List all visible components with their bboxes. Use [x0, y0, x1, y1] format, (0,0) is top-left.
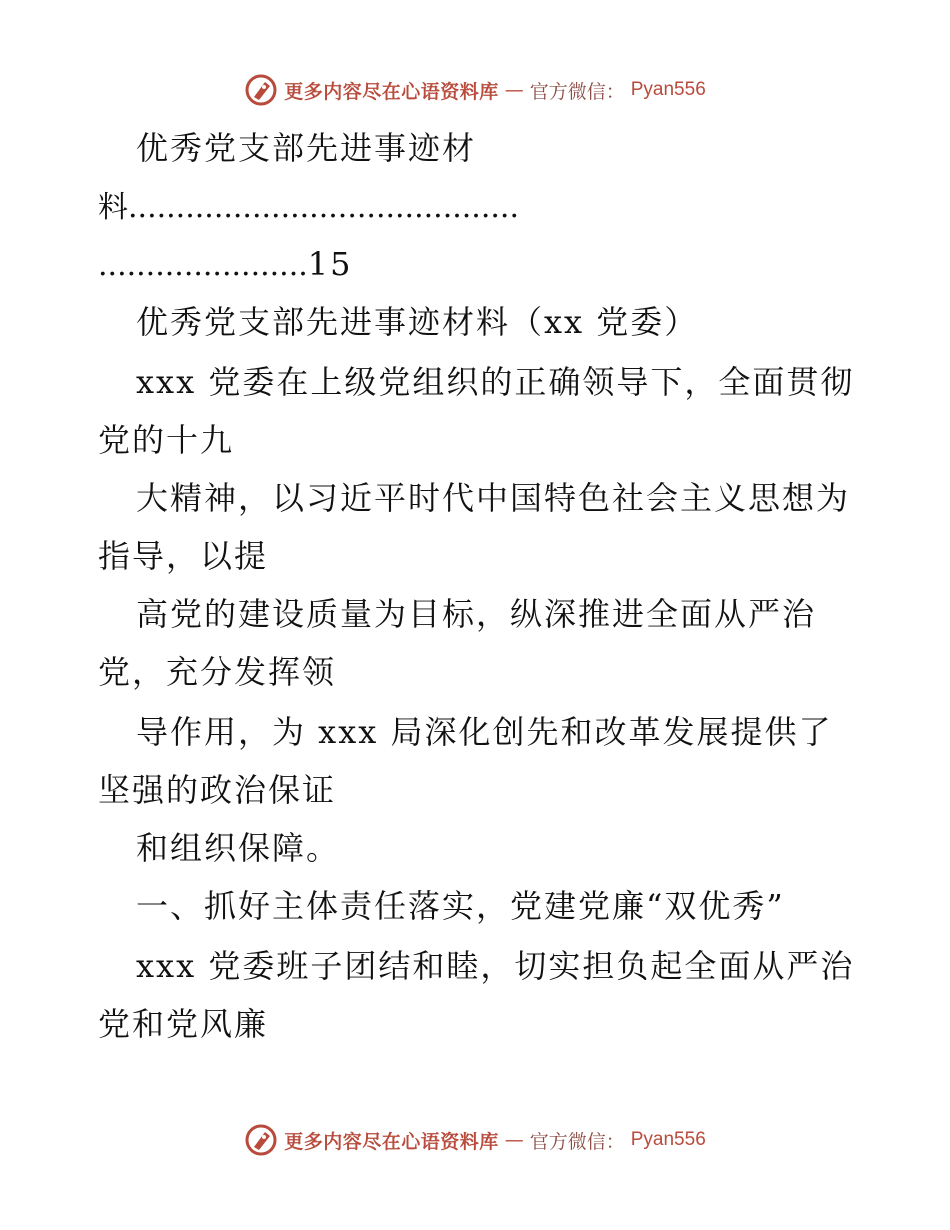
paragraph-line: 和组织保障。 [136, 829, 341, 867]
paragraph-line: 指导，以提 [98, 537, 269, 575]
pen-nib-logo-icon [244, 73, 278, 107]
toc-page-number: 15 [307, 245, 353, 283]
paragraph-line: 党，充分发挥领 [98, 653, 337, 691]
pen-nib-logo-icon [244, 1123, 278, 1157]
toc-entry-title: 优秀党支部先进事迹材 [136, 129, 477, 167]
banner-wechat-account: Pyan556 [630, 79, 706, 100]
paragraph-line: 党的十九 [98, 421, 235, 459]
banner-dash: — [504, 1129, 524, 1151]
paragraph-line: xxx 党委在上级党组织的正确领导下，全面贯彻 [136, 363, 855, 401]
paragraph-line: 高党的建设质量为目标，纵深推进全面从严治 [136, 595, 817, 633]
document-title: 优秀党支部先进事迹材料（xx 党委） [136, 303, 699, 341]
paragraph-line: 坚强的政治保证 [98, 771, 337, 809]
paragraph-line: 大精神，以习近平时代中国特色社会主义思想为 [136, 479, 851, 517]
header-banner [0, 70, 950, 110]
banner-wechat-label: 官方微信： [529, 1130, 625, 1153]
toc-entry-continued: 料......................................... [98, 190, 519, 225]
banner-site-name: 更多内容尽在心语资料库 [284, 80, 499, 103]
banner-site-name: 更多内容尽在心语资料库 [284, 1130, 499, 1153]
toc-entry-dots-row [98, 244, 353, 286]
section-heading: 一、抓好主体责任落实，党建党廉“双优秀” [136, 887, 785, 925]
banner-wechat-account: Pyan556 [630, 1129, 706, 1150]
paragraph-line: 党和党风廉 [98, 1005, 269, 1043]
footer-banner [0, 1120, 950, 1160]
banner-wechat-label: 官方微信： [529, 80, 625, 103]
toc-leader-dots: ...................... [98, 248, 308, 283]
banner-dash: — [504, 79, 524, 101]
paragraph-line: 导作用，为 xxx 局深化创先和改革发展提供了 [136, 713, 833, 751]
paragraph-line: xxx 党委班子团结和睦，切实担负起全面从严治 [136, 947, 855, 985]
